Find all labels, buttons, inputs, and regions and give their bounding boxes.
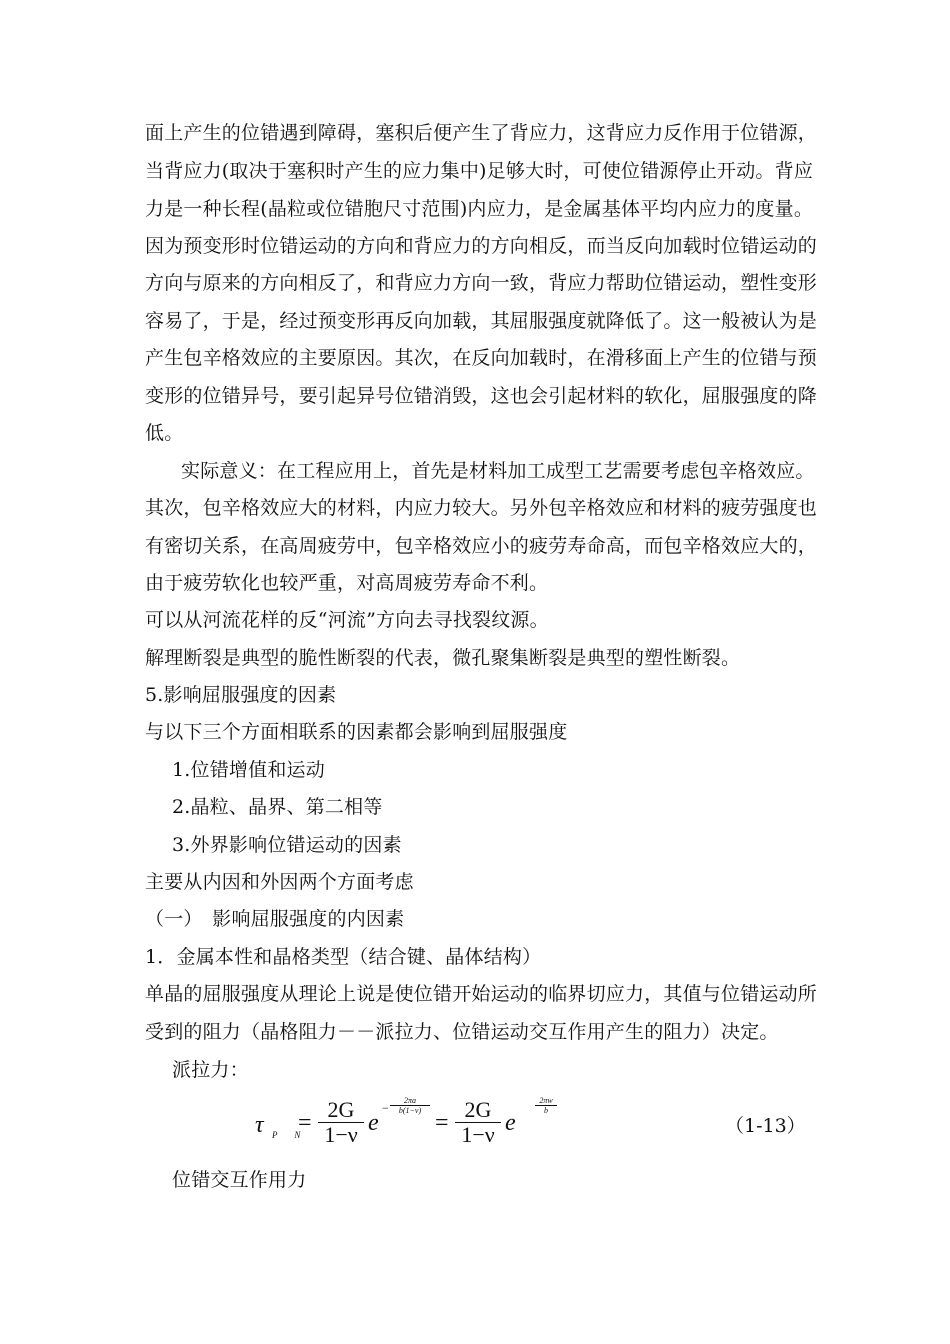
formula-exp-numerator: 2πa (403, 1096, 416, 1105)
formula-exp-denominator: b(1−ν) (398, 1106, 422, 1115)
formula-fraction-2 (455, 1098, 501, 1147)
formula-exp-minus: − (382, 1101, 389, 1115)
formula-exp-numerator: 2πw (539, 1096, 553, 1105)
formula-denominator: 1−ν (324, 1122, 358, 1147)
formula-exp-base-1: e (368, 1110, 379, 1136)
list-item: 3.外界影响位错运动的因素 (172, 834, 402, 856)
paragraph-line: 其次，包辛格效应大的材料，内应力较大。另外包辛格效应和材料的疲劳强度也 (145, 497, 818, 519)
paragraph-line: 方向与原来的方向相反了，和背应力方向一致，背应力帮助位错运动，塑性变形 (145, 272, 818, 294)
formula-equals-2: = (435, 1110, 449, 1136)
paragraph-line: 变形的位错异号，要引起异号位错消毁，这也会引起材料的软化，屈服强度的降 (145, 385, 818, 407)
paragraph-line: 可以从河流花样的反“河流”方向去寻找裂纹源。 (145, 609, 549, 631)
equation-number: （1-13） (725, 1115, 806, 1137)
paragraph-line: 单晶的屈服强度从理论上说是使位错开始运动的临界切应力，其值与位错运动所 (145, 983, 818, 1005)
subsection-heading: （一） 影响屈服强度的内因素 (145, 908, 405, 930)
paragraph-line: 当背应力(取决于塞积时产生的应力集中)足够大时，可使位错源停止开动。背应 (145, 160, 814, 182)
formula-denominator: 1−ν (461, 1122, 495, 1147)
formula-tau-subscript: P N (272, 1130, 305, 1140)
formula-equals-1: = (298, 1110, 312, 1136)
list-item: 1.位错增值和运动 (172, 759, 325, 781)
formula-numerator: 2G (464, 1097, 492, 1122)
formula-exp-denominator: b (544, 1106, 548, 1115)
paragraph-line-indented: 实际意义：在工程应用上，首先是材料加工成型工艺需要考虑包辛格效应。 (181, 460, 815, 482)
paragraph-line: 位错交互作用力 (172, 1169, 307, 1191)
paragraph-line: 力是一种长程(晶粒或位错胞尺寸范围)内应力，是金属基体平均内应力的度量。 (145, 198, 814, 220)
paragraph-line: 因为预变形时位错运动的方向和背应力的方向相反，而当反向加载时位错运动的 (145, 235, 818, 257)
paragraph-line: 低。 (145, 422, 184, 444)
formula-tau: τ (255, 1112, 264, 1138)
list-item: 2.晶粒、晶界、第二相等 (172, 796, 383, 818)
formula-exp-base-2: e (505, 1110, 516, 1136)
formula-exponent-1 (390, 1096, 430, 1115)
paragraph-line: 由于疲劳软化也较严重，对高周疲劳寿命不利。 (145, 572, 549, 594)
paragraph-line: 有密切关系，在高周疲劳中，包辛格效应小的疲劳寿命高，而包辛格效应大的， (145, 535, 818, 557)
paragraph-line: 派拉力： (172, 1059, 249, 1081)
formula-numerator: 2G (327, 1097, 355, 1122)
section-heading: 5.影响屈服强度的因素 (145, 684, 337, 706)
paragraph-line: 产生包辛格效应的主要原因。其次，在反向加载时，在滑移面上产生的位错与预 (145, 347, 818, 369)
paragraph-line: 与以下三个方面相联系的因素都会影响到屈服强度 (145, 721, 568, 743)
paragraph-line: 解理断裂是典型的脆性断裂的代表，微孔聚集断裂是典型的塑性断裂。 (145, 647, 741, 669)
formula-fraction-1 (318, 1098, 364, 1147)
paragraph-line: 主要从内因和外因两个方面考虑 (145, 871, 414, 893)
paragraph-line: 面上产生的位错遇到障碍，塞积后便产生了背应力，这背应力反作用于位错源， (145, 122, 818, 144)
formula-exponent-2 (535, 1096, 557, 1115)
paragraph-line: 容易了，于是，经过预变形再反向加载，其屈服强度就降低了。这一般被认为是 (145, 310, 818, 332)
paragraph-line: 受到的阻力（晶格阻力－－派拉力、位错运动交互作用产生的阻力）决定。 (145, 1021, 779, 1043)
subsection-heading: 1．金属本性和晶格类型（结合键、晶体结构） (145, 946, 542, 968)
